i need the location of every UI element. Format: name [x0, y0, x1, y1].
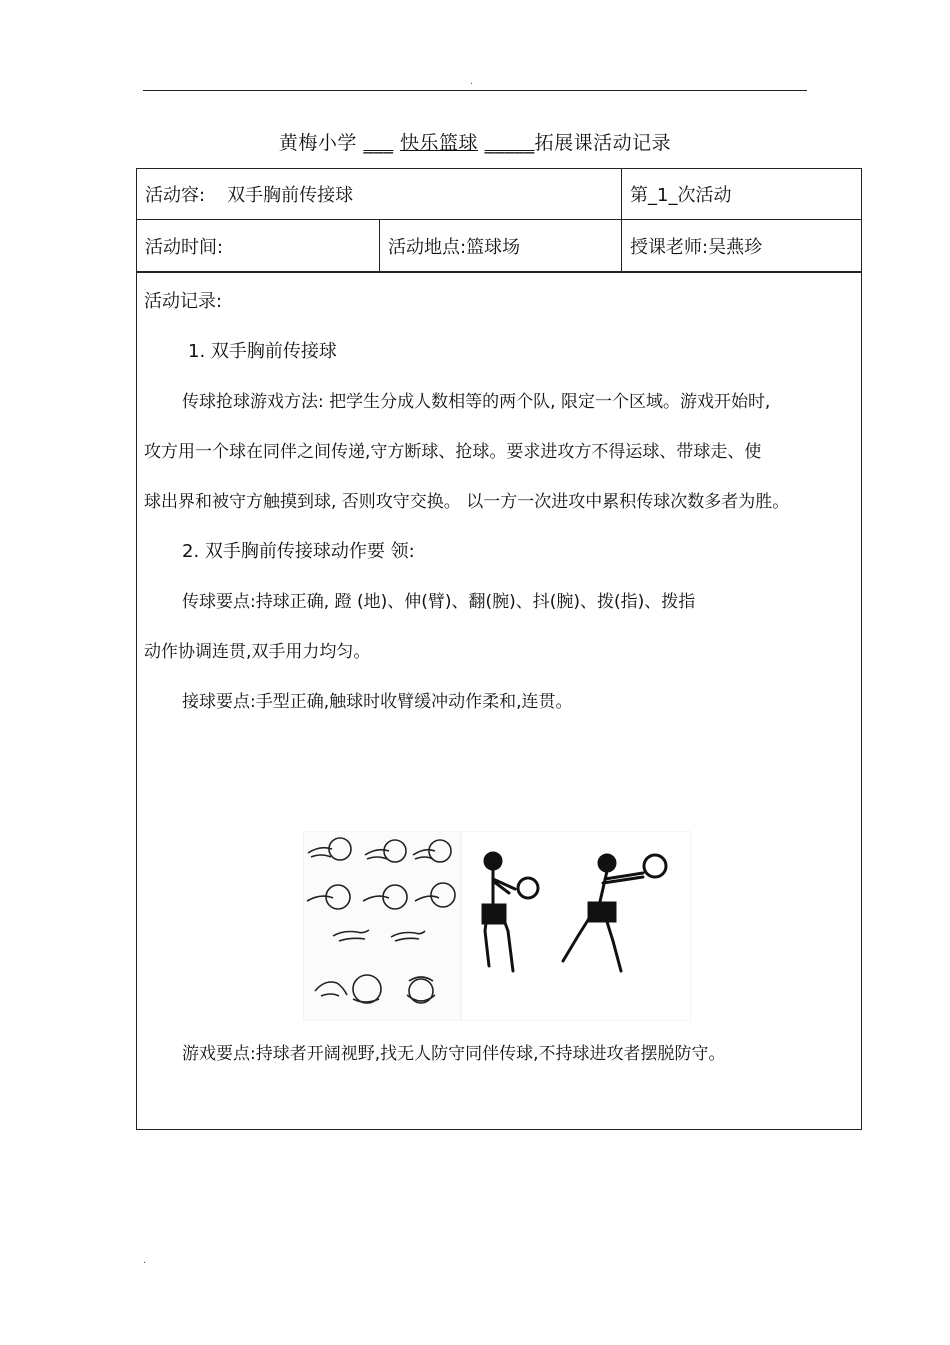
- game-tips-line: 游戏要点:持球者开阔视野,找无人防守同伴传球,不持球进攻者摆脱防守。: [182, 1044, 726, 1064]
- header-mark: .: [470, 76, 474, 87]
- catch-points-line: 接球要点:手型正确,触球时收臂缓冲动作柔和,连贯。: [182, 692, 573, 712]
- title-gap-1: ___: [363, 132, 394, 154]
- pass-points-line-1: 传球要点:持球正确, 蹬 (地)、伸(臂)、翻(腕)、抖(腕)、拨(指)、拨指: [182, 592, 696, 612]
- session-number: 第_1_次活动: [630, 185, 732, 206]
- time-cell: [137, 220, 379, 271]
- hand-grip-panel: [303, 831, 461, 1021]
- title-gap-2: _____: [484, 132, 535, 154]
- game-method-line-1: 传球抢球游戏方法: 把学生分成人数相等的两个队, 限定一个区域。游戏开始时,: [182, 392, 771, 412]
- page-title: [0, 128, 950, 155]
- record-body: [137, 273, 861, 1129]
- place-text: 活动地点:篮球场: [388, 236, 521, 258]
- content-label: 活动容:: [145, 185, 206, 206]
- content-value: 双手胸前传接球: [227, 185, 354, 206]
- pass-points-line-2: 动作协调连贯,双手用力均匀。: [144, 642, 371, 662]
- footer-mark: .: [143, 1255, 147, 1266]
- game-method-line-2: 攻方用一个球在同伴之间传递,守方断球、抢球。要求进攻方不得运球、带球走、使: [144, 442, 762, 462]
- record-label: 活动记录:: [144, 291, 223, 312]
- place-cell: [379, 220, 621, 271]
- title-course: 快乐篮球: [400, 132, 479, 154]
- table-row-content: [137, 169, 861, 220]
- heading-2: 2. 双手胸前传接球动作要 领:: [182, 541, 415, 562]
- table-row-info: [137, 220, 861, 273]
- game-method-line-3: 球出界和被守方触摸到球, 否则攻守交换。 以一方一次进攻中累积传球次数多者为胜。: [144, 492, 790, 512]
- header-rule: [143, 90, 807, 91]
- teacher-text: 授课老师:吴燕珍: [630, 236, 763, 258]
- illustration-svg: [303, 831, 691, 1021]
- heading-1: 1. 双手胸前传接球: [188, 341, 337, 362]
- activity-record-table: [136, 168, 862, 1130]
- passing-technique-illustration: [303, 831, 691, 1021]
- teacher-cell: [621, 220, 861, 271]
- time-label: 活动时间:: [145, 236, 224, 258]
- content-cell: [137, 169, 621, 219]
- title-school: 黄梅小学: [278, 132, 357, 154]
- title-suffix: 拓展课活动记录: [534, 132, 672, 154]
- session-cell: [621, 169, 861, 219]
